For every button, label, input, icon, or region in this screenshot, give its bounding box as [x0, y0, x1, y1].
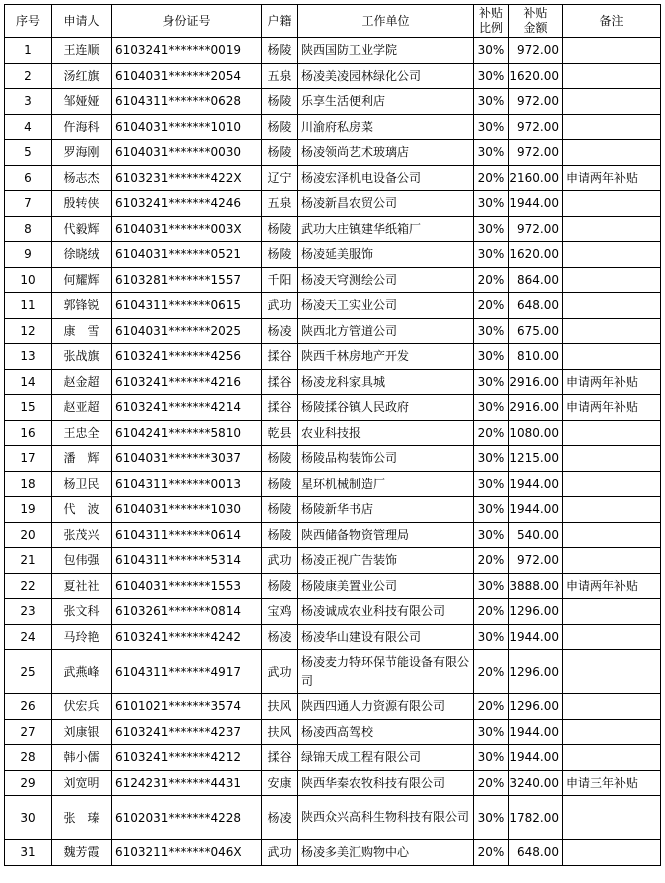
row-employer: 杨凌宏泽机电设备公司 — [298, 165, 474, 191]
row-amount: 1944.00 — [509, 719, 563, 745]
row-applicant: 杨卫民 — [52, 471, 112, 497]
row-applicant: 邹娅娅 — [52, 89, 112, 115]
row-hukou: 乾县 — [262, 420, 298, 446]
table-row — [5, 446, 661, 472]
table-row — [5, 114, 661, 140]
row-ratio: 30% — [474, 796, 509, 840]
row-ratio: 30% — [474, 216, 509, 242]
row-id-number: 6124231*******4431 — [112, 770, 262, 796]
row-note — [563, 471, 661, 497]
row-hukou: 杨陵 — [262, 573, 298, 599]
row-seq: 2 — [5, 63, 52, 89]
row-ratio: 30% — [474, 497, 509, 523]
row-amount: 972.00 — [509, 216, 563, 242]
table-row — [5, 344, 661, 370]
row-note — [563, 624, 661, 650]
table-row — [5, 191, 661, 217]
row-seq: 4 — [5, 114, 52, 140]
row-amount: 1080.00 — [509, 420, 563, 446]
row-id-number: 6104031*******0521 — [112, 242, 262, 268]
row-seq: 9 — [5, 242, 52, 268]
table-row — [5, 140, 661, 166]
table-row — [5, 38, 661, 64]
row-amount: 972.00 — [509, 38, 563, 64]
row-ratio: 30% — [474, 395, 509, 421]
row-ratio: 30% — [474, 63, 509, 89]
row-applicant: 何耀辉 — [52, 267, 112, 293]
table-row — [5, 318, 661, 344]
row-note: 申请两年补贴 — [563, 369, 661, 395]
table-row — [5, 267, 661, 293]
row-note — [563, 216, 661, 242]
row-employer: 绿锦天成工程有限公司 — [298, 745, 474, 771]
table-row — [5, 694, 661, 720]
header-seq: 序号 — [5, 5, 52, 38]
row-id-number: 6101021*******3574 — [112, 694, 262, 720]
row-note — [563, 89, 661, 115]
row-hukou: 杨凌 — [262, 624, 298, 650]
row-amount: 1215.00 — [509, 446, 563, 472]
row-seq: 25 — [5, 650, 52, 694]
header-amount: 补贴 金额 — [509, 5, 563, 38]
row-applicant: 王忠全 — [52, 420, 112, 446]
row-applicant: 张茂兴 — [52, 522, 112, 548]
row-amount: 1296.00 — [509, 599, 563, 625]
row-applicant: 康 雪 — [52, 318, 112, 344]
row-applicant: 代 波 — [52, 497, 112, 523]
row-amount: 648.00 — [509, 840, 563, 866]
row-applicant: 张战旗 — [52, 344, 112, 370]
table-row — [5, 420, 661, 446]
row-id-number: 6103241*******4256 — [112, 344, 262, 370]
row-applicant: 殷转侠 — [52, 191, 112, 217]
row-amount: 972.00 — [509, 140, 563, 166]
row-amount: 1620.00 — [509, 242, 563, 268]
row-employer: 陕西千林房地产开发 — [298, 344, 474, 370]
table-row — [5, 840, 661, 866]
row-ratio: 30% — [474, 369, 509, 395]
row-note — [563, 420, 661, 446]
row-ratio: 20% — [474, 267, 509, 293]
header-id-number: 身份证号 — [112, 5, 262, 38]
row-employer: 杨凌延美服饰 — [298, 242, 474, 268]
row-note — [563, 191, 661, 217]
row-applicant: 夏社社 — [52, 573, 112, 599]
row-employer: 陕西众兴高科生物科技有限公司 — [298, 796, 474, 840]
row-employer: 陕西北方管道公司 — [298, 318, 474, 344]
row-id-number: 6103241*******4246 — [112, 191, 262, 217]
table-row — [5, 719, 661, 745]
table-row — [5, 573, 661, 599]
row-applicant: 马玲艳 — [52, 624, 112, 650]
row-employer: 杨凌多美汇购物中心 — [298, 840, 474, 866]
subsidy-table — [4, 4, 661, 866]
row-note — [563, 38, 661, 64]
row-hukou: 揉谷 — [262, 745, 298, 771]
row-ratio: 20% — [474, 599, 509, 625]
row-employer: 杨凌天穹测绘公司 — [298, 267, 474, 293]
row-ratio: 30% — [474, 522, 509, 548]
row-applicant: 韩小儒 — [52, 745, 112, 771]
row-hukou: 杨陵 — [262, 497, 298, 523]
row-amount: 972.00 — [509, 548, 563, 574]
row-applicant: 伏宏兵 — [52, 694, 112, 720]
row-id-number: 6104311*******0628 — [112, 89, 262, 115]
row-hukou: 千阳 — [262, 267, 298, 293]
table-row — [5, 745, 661, 771]
table-row — [5, 471, 661, 497]
row-ratio: 30% — [474, 191, 509, 217]
row-employer: 杨陵揉谷镇人民政府 — [298, 395, 474, 421]
row-ratio: 20% — [474, 420, 509, 446]
row-id-number: 6104311*******5314 — [112, 548, 262, 574]
row-ratio: 30% — [474, 318, 509, 344]
row-employer: 川渝府私房菜 — [298, 114, 474, 140]
row-ratio: 30% — [474, 745, 509, 771]
row-ratio: 20% — [474, 650, 509, 694]
row-ratio: 30% — [474, 140, 509, 166]
row-employer: 杨凌华山建设有限公司 — [298, 624, 474, 650]
row-id-number: 6103241*******4216 — [112, 369, 262, 395]
row-hukou: 杨陵 — [262, 471, 298, 497]
row-hukou: 杨陵 — [262, 446, 298, 472]
row-hukou: 杨陵 — [262, 522, 298, 548]
row-employer: 杨凌正视广告装饰 — [298, 548, 474, 574]
row-employer: 农业科技报 — [298, 420, 474, 446]
row-id-number: 6104311*******0615 — [112, 293, 262, 319]
row-hukou: 揉谷 — [262, 395, 298, 421]
row-note — [563, 267, 661, 293]
row-seq: 14 — [5, 369, 52, 395]
row-employer: 杨陵康美置业公司 — [298, 573, 474, 599]
row-ratio: 30% — [474, 719, 509, 745]
table-row — [5, 369, 661, 395]
row-id-number: 6102031*******4228 — [112, 796, 262, 840]
header-row — [5, 5, 661, 38]
row-id-number: 6103211*******046X — [112, 840, 262, 866]
table-row — [5, 796, 661, 840]
row-note — [563, 745, 661, 771]
row-ratio: 30% — [474, 624, 509, 650]
row-amount: 3888.00 — [509, 573, 563, 599]
row-note — [563, 318, 661, 344]
row-employer: 陕西华秦农牧科技有限公司 — [298, 770, 474, 796]
row-note — [563, 293, 661, 319]
table-row — [5, 165, 661, 191]
row-amount: 972.00 — [509, 114, 563, 140]
row-seq: 7 — [5, 191, 52, 217]
row-id-number: 6104311*******0013 — [112, 471, 262, 497]
row-employer: 杨凌领尚艺术玻璃店 — [298, 140, 474, 166]
row-hukou: 武功 — [262, 548, 298, 574]
row-hukou: 杨陵 — [262, 38, 298, 64]
header-hukou: 户籍 — [262, 5, 298, 38]
row-ratio: 30% — [474, 471, 509, 497]
row-amount: 2916.00 — [509, 369, 563, 395]
row-amount: 1620.00 — [509, 63, 563, 89]
row-id-number: 6103241*******4237 — [112, 719, 262, 745]
row-amount: 864.00 — [509, 267, 563, 293]
row-applicant: 包伟强 — [52, 548, 112, 574]
row-seq: 30 — [5, 796, 52, 840]
row-applicant: 罗海刚 — [52, 140, 112, 166]
row-seq: 28 — [5, 745, 52, 771]
row-note — [563, 719, 661, 745]
row-id-number: 6103241*******4212 — [112, 745, 262, 771]
row-id-number: 6104031*******0030 — [112, 140, 262, 166]
row-employer: 杨陵品构装饰公司 — [298, 446, 474, 472]
row-seq: 29 — [5, 770, 52, 796]
table-row — [5, 497, 661, 523]
header-employer: 工作单位 — [298, 5, 474, 38]
row-amount: 972.00 — [509, 89, 563, 115]
header-applicant: 申请人 — [52, 5, 112, 38]
row-employer: 乐享生活便利店 — [298, 89, 474, 115]
row-amount: 1944.00 — [509, 624, 563, 650]
table-row — [5, 522, 661, 548]
row-amount: 1782.00 — [509, 796, 563, 840]
row-seq: 12 — [5, 318, 52, 344]
row-applicant: 刘宽明 — [52, 770, 112, 796]
row-seq: 5 — [5, 140, 52, 166]
row-note — [563, 599, 661, 625]
row-amount: 648.00 — [509, 293, 563, 319]
row-seq: 11 — [5, 293, 52, 319]
row-hukou: 杨陵 — [262, 89, 298, 115]
row-seq: 20 — [5, 522, 52, 548]
row-seq: 18 — [5, 471, 52, 497]
table-row — [5, 548, 661, 574]
row-applicant: 潘 辉 — [52, 446, 112, 472]
row-applicant: 代毅辉 — [52, 216, 112, 242]
row-note — [563, 497, 661, 523]
row-hukou: 扶风 — [262, 719, 298, 745]
row-hukou: 杨凌 — [262, 318, 298, 344]
row-seq: 13 — [5, 344, 52, 370]
row-employer: 杨凌诚成农业科技有限公司 — [298, 599, 474, 625]
row-applicant: 赵亚超 — [52, 395, 112, 421]
row-ratio: 30% — [474, 89, 509, 115]
row-id-number: 6104031*******3037 — [112, 446, 262, 472]
row-amount: 2916.00 — [509, 395, 563, 421]
row-amount: 1944.00 — [509, 745, 563, 771]
table-row — [5, 242, 661, 268]
row-employer: 陕西四通人力资源有限公司 — [298, 694, 474, 720]
table-row — [5, 395, 661, 421]
table-row — [5, 624, 661, 650]
row-ratio: 20% — [474, 840, 509, 866]
row-seq: 3 — [5, 89, 52, 115]
row-hukou: 杨陵 — [262, 140, 298, 166]
row-note — [563, 242, 661, 268]
row-employer: 陕西储备物资管理局 — [298, 522, 474, 548]
row-ratio: 30% — [474, 344, 509, 370]
row-employer: 杨凌龙科家具城 — [298, 369, 474, 395]
row-seq: 6 — [5, 165, 52, 191]
row-seq: 8 — [5, 216, 52, 242]
row-hukou: 扶风 — [262, 694, 298, 720]
row-id-number: 6104311*******0614 — [112, 522, 262, 548]
row-seq: 21 — [5, 548, 52, 574]
row-ratio: 30% — [474, 242, 509, 268]
row-note — [563, 650, 661, 694]
row-seq: 16 — [5, 420, 52, 446]
row-amount: 2160.00 — [509, 165, 563, 191]
row-id-number: 6104031*******1010 — [112, 114, 262, 140]
row-seq: 31 — [5, 840, 52, 866]
row-id-number: 6104311*******4917 — [112, 650, 262, 694]
header-note: 备注 — [563, 5, 661, 38]
row-amount: 1296.00 — [509, 650, 563, 694]
row-hukou: 武功 — [262, 840, 298, 866]
row-hukou: 杨陵 — [262, 114, 298, 140]
row-id-number: 6103261*******0814 — [112, 599, 262, 625]
row-applicant: 杨志杰 — [52, 165, 112, 191]
row-hukou: 武功 — [262, 293, 298, 319]
row-seq: 15 — [5, 395, 52, 421]
row-applicant: 郭锋锐 — [52, 293, 112, 319]
row-seq: 26 — [5, 694, 52, 720]
row-employer: 杨凌新昌农贸公司 — [298, 191, 474, 217]
row-amount: 1944.00 — [509, 191, 563, 217]
row-seq: 22 — [5, 573, 52, 599]
row-note — [563, 344, 661, 370]
row-ratio: 20% — [474, 694, 509, 720]
row-id-number: 6103241*******0019 — [112, 38, 262, 64]
row-applicant: 徐晓绒 — [52, 242, 112, 268]
row-seq: 19 — [5, 497, 52, 523]
row-hukou: 五泉 — [262, 63, 298, 89]
row-amount: 1944.00 — [509, 471, 563, 497]
row-applicant: 武燕峰 — [52, 650, 112, 694]
row-note — [563, 796, 661, 840]
row-id-number: 6104031*******1553 — [112, 573, 262, 599]
row-ratio: 20% — [474, 770, 509, 796]
row-note — [563, 446, 661, 472]
row-employer: 武功大庄镇建华纸箱厂 — [298, 216, 474, 242]
row-note — [563, 522, 661, 548]
row-note — [563, 140, 661, 166]
row-employer: 杨陵新华书店 — [298, 497, 474, 523]
row-id-number: 6104031*******003X — [112, 216, 262, 242]
row-hukou: 杨陵 — [262, 242, 298, 268]
row-seq: 1 — [5, 38, 52, 64]
row-id-number: 6103281*******1557 — [112, 267, 262, 293]
row-amount: 675.00 — [509, 318, 563, 344]
row-id-number: 6103241*******4242 — [112, 624, 262, 650]
table-row — [5, 63, 661, 89]
row-hukou: 揉谷 — [262, 344, 298, 370]
row-id-number: 6104031*******2054 — [112, 63, 262, 89]
header-ratio: 补贴 比例 — [474, 5, 509, 38]
row-amount: 3240.00 — [509, 770, 563, 796]
row-note — [563, 63, 661, 89]
row-note: 申请两年补贴 — [563, 165, 661, 191]
row-hukou: 杨陵 — [262, 216, 298, 242]
row-applicant: 魏芳霞 — [52, 840, 112, 866]
row-id-number: 6104241*******5810 — [112, 420, 262, 446]
row-note: 申请两年补贴 — [563, 395, 661, 421]
row-ratio: 30% — [474, 446, 509, 472]
table-row — [5, 770, 661, 796]
table-row — [5, 599, 661, 625]
row-note: 申请三年补贴 — [563, 770, 661, 796]
row-id-number: 6104031*******2025 — [112, 318, 262, 344]
row-ratio: 30% — [474, 38, 509, 64]
row-seq: 27 — [5, 719, 52, 745]
row-hukou: 宝鸡 — [262, 599, 298, 625]
row-hukou: 揉谷 — [262, 369, 298, 395]
row-applicant: 仵海科 — [52, 114, 112, 140]
row-employer: 杨凌天工实业公司 — [298, 293, 474, 319]
row-seq: 17 — [5, 446, 52, 472]
row-applicant: 王连顺 — [52, 38, 112, 64]
row-hukou: 武功 — [262, 650, 298, 694]
row-id-number: 6104031*******1030 — [112, 497, 262, 523]
row-employer: 陕西国防工业学院 — [298, 38, 474, 64]
row-id-number: 6103241*******4214 — [112, 395, 262, 421]
row-hukou: 杨凌 — [262, 796, 298, 840]
row-note — [563, 548, 661, 574]
row-ratio: 30% — [474, 573, 509, 599]
row-id-number: 6103231*******422X — [112, 165, 262, 191]
row-applicant: 张文科 — [52, 599, 112, 625]
table-row — [5, 293, 661, 319]
row-note: 申请两年补贴 — [563, 573, 661, 599]
row-employer: 杨凌西高驾校 — [298, 719, 474, 745]
row-employer: 杨凌麦力特环保节能设备有限公司 — [298, 650, 474, 694]
row-seq: 24 — [5, 624, 52, 650]
row-ratio: 20% — [474, 165, 509, 191]
row-amount: 1944.00 — [509, 497, 563, 523]
row-ratio: 30% — [474, 114, 509, 140]
row-note — [563, 840, 661, 866]
row-note — [563, 694, 661, 720]
table-row — [5, 89, 661, 115]
row-amount: 540.00 — [509, 522, 563, 548]
row-applicant: 刘康银 — [52, 719, 112, 745]
row-note — [563, 114, 661, 140]
row-applicant: 张 瑧 — [52, 796, 112, 840]
row-hukou: 辽宁 — [262, 165, 298, 191]
row-amount: 1296.00 — [509, 694, 563, 720]
row-employer: 星环机械制造厂 — [298, 471, 474, 497]
row-seq: 10 — [5, 267, 52, 293]
row-ratio: 20% — [474, 548, 509, 574]
row-seq: 23 — [5, 599, 52, 625]
row-applicant: 赵金超 — [52, 369, 112, 395]
row-employer: 杨凌美凌园林绿化公司 — [298, 63, 474, 89]
row-ratio: 20% — [474, 293, 509, 319]
table-row — [5, 650, 661, 694]
table-row — [5, 216, 661, 242]
row-applicant: 汤红旗 — [52, 63, 112, 89]
row-amount: 810.00 — [509, 344, 563, 370]
row-hukou: 安康 — [262, 770, 298, 796]
row-hukou: 五泉 — [262, 191, 298, 217]
